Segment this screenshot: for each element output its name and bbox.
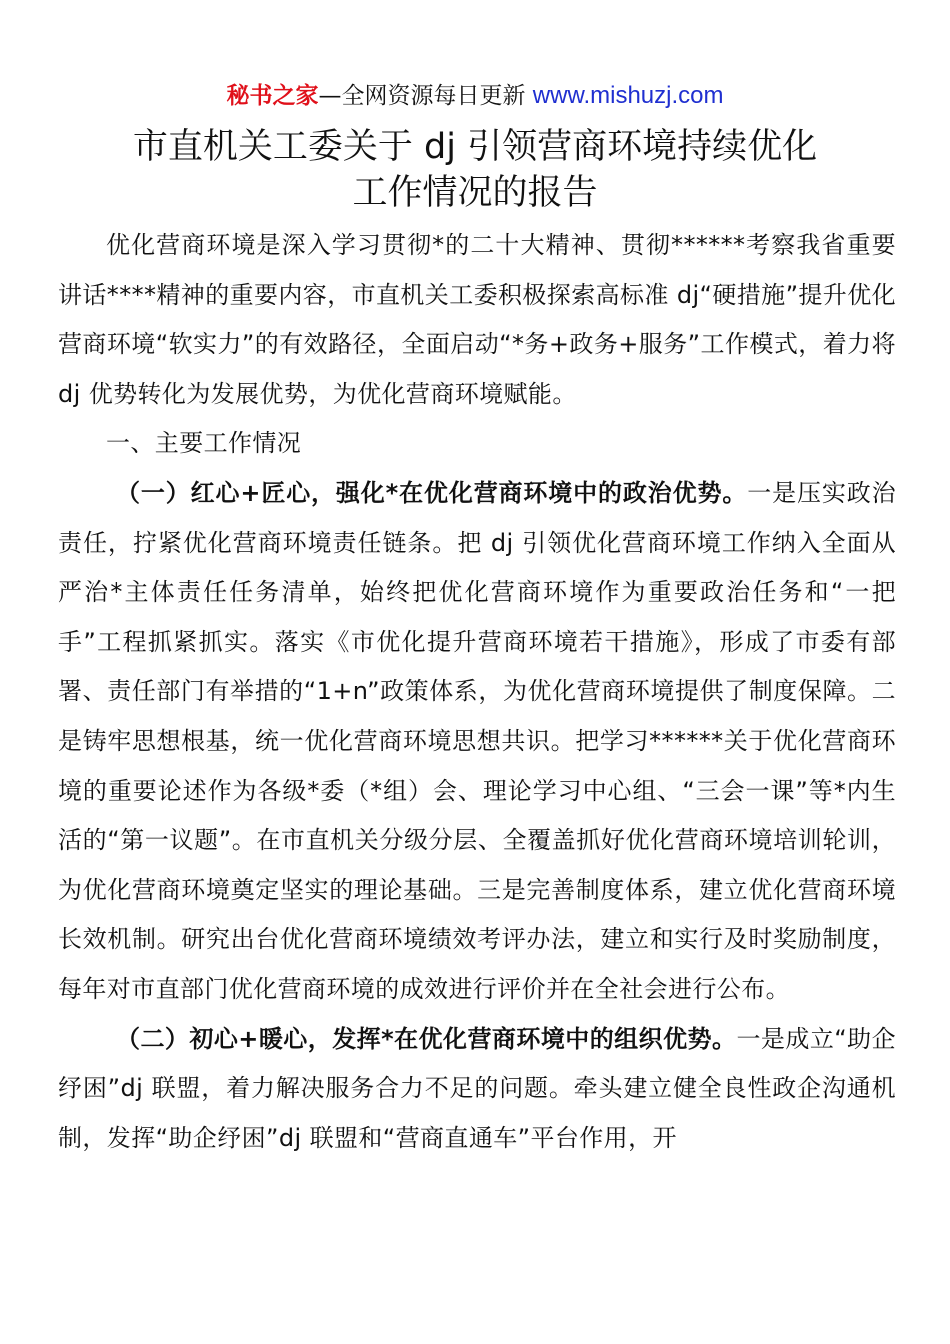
header-tagline: —全网资源每日更新 [318, 83, 533, 109]
title-line-2: 工作情况的报告 [352, 173, 598, 213]
title-line-1: 市直机关工委关于 dj 引领营商环境持续优化 [132, 127, 818, 167]
section-heading-1: 一、主要工作情况 [106, 429, 302, 458]
brand-name: 秘书之家 [226, 83, 319, 109]
subsection-1-body: 一是压实政治责任，拧紧优化营商环境责任链条。把 dj 引领优化营商环境工作纳入全面从严治*主体责任任务清单，始终把优化营商环境作为重要政治任务和“一把手”工程抓紧抓实。落实《市优化提升营商环境若干措施》，形成了市委有部署、责任部门有举措的“1+n”政策体系，为优化营商环境提供了制度保障。二是铸牢思想根基，统一优化营商环境思想共识。把学习******关于优化营商环境的重要论述作为各级*委（*组）会、理论学习中心组、“三会一课”等*内生活的“第一议题”。在市直机关分级分层、全覆盖抓好优化营商环境培训轮训，为优化营商环境奠定坚实的理论基础。三是完善制度体系，建立优化营商环境长效机制。研究出台优化营商环境绩效考评办法，建立和实行及时奖励制度，每年对市直部门优化营商环境的成效进行评价并在全社会进行公布。 [58, 478, 896, 1003]
subsection-1-heading: （一）红心+匠心，强化*在优化营商环境中的政治优势。 [116, 478, 748, 507]
subsection-1-paragraph [58, 469, 896, 1015]
site-header [0, 80, 950, 112]
site-url[interactable]: www.mishuzj.com [532, 82, 724, 109]
subsection-2-paragraph [58, 1015, 896, 1164]
subsection-2-body: 一是成立“助企纾困”dj 联盟，着力解决服务合力不足的问题。牵头建立健全良性政企沟通机制，发挥“助企纾困”dj 联盟和“营商直通车”平台作用，开 [58, 1024, 897, 1152]
subsection-2-heading: （二）初心+暖心，发挥*在优化营商环境中的组织优势。 [116, 1024, 737, 1053]
intro-paragraph: 优化营商环境是深入学习贯彻*的二十大精神、贯彻******考察我省重要讲话****精神的重要内容，市直机关工委积极探索高标准 dj“硬措施”提升优化营商环境“软实力”的有效路径，全面启动“*务+政务+服务”工作模式，着力将 dj 优势转化为发展优势，为优化营商环境赋能。 [58, 231, 896, 408]
document-title [0, 124, 950, 216]
document-body [58, 221, 896, 1163]
